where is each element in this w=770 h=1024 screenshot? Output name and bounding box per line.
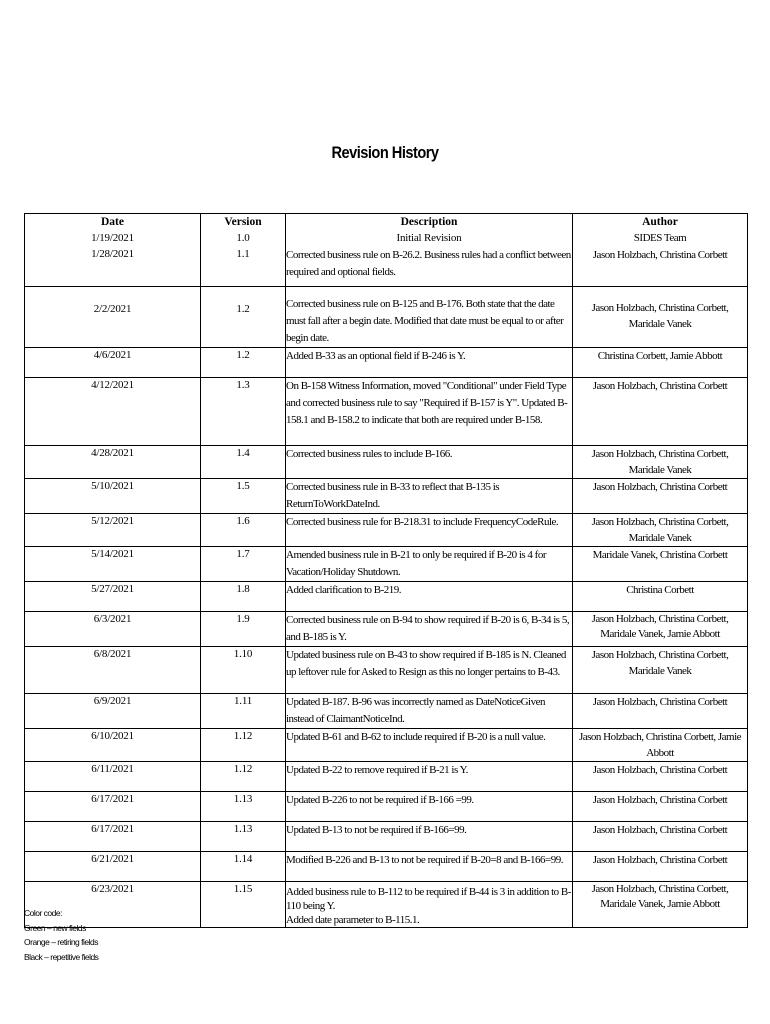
- table-row: [25, 546, 748, 581]
- cell-description: Corrected business rules to include B-166.: [286, 445, 573, 478]
- table-header-row: [25, 214, 748, 231]
- cell-date: 6/23/2021: [25, 881, 201, 927]
- cell-version: 1.9: [201, 611, 286, 646]
- header-version: Version: [201, 214, 286, 231]
- cell-version: 1.4: [201, 445, 286, 478]
- cell-version: 1.14: [201, 851, 286, 881]
- cell-date: 5/14/2021: [25, 546, 201, 581]
- table-row: [25, 821, 748, 851]
- table-row: [25, 445, 748, 478]
- cell-author: Jason Holzbach, Christina Corbett: [573, 478, 748, 513]
- cell-description: On B-158 Witness Information, moved "Conditional" under Field Type and corrected business rule to say "Required if B-157 is Y". Updated B-158.1 and B-158.2 to indicate that both are required under B-158.: [286, 377, 573, 445]
- cell-author: Jason Holzbach, Christina Corbett, Maridale Vanek: [573, 513, 748, 546]
- cell-version: 1.15: [201, 881, 286, 927]
- table-row: [25, 646, 748, 693]
- cell-date: 6/3/2021: [25, 611, 201, 646]
- table-row: [25, 611, 748, 646]
- cell-description: Corrected business rule on B-26.2. Business rules had a conflict between required and optional fields.: [286, 247, 573, 286]
- cell-version: 1.2: [201, 286, 286, 347]
- table-row: [25, 247, 748, 286]
- cell-date: 6/8/2021: [25, 646, 201, 693]
- cell-date: 6/11/2021: [25, 761, 201, 791]
- cell-date: 6/10/2021: [25, 728, 201, 761]
- header-description: Description: [286, 214, 573, 231]
- header-author: Author: [573, 214, 748, 231]
- description-line: Added business rule to B-112 to be required if B-44 is 3 in addition to B-110 being Y.: [286, 885, 571, 912]
- cell-description: Updated B-22 to remove required if B-21 is Y.: [286, 761, 573, 791]
- cell-version: 1.13: [201, 791, 286, 821]
- cell-author: Jason Holzbach, Christina Corbett: [573, 821, 748, 851]
- cell-version: 1.0: [201, 230, 286, 247]
- cell-author: Jason Holzbach, Christina Corbett, Maridale Vanek: [573, 445, 748, 478]
- cell-date: 4/28/2021: [25, 445, 201, 478]
- table-row: [25, 286, 748, 347]
- cell-author: Jason Holzbach, Christina Corbett, Maridale Vanek: [573, 286, 748, 347]
- cell-date: 5/10/2021: [25, 478, 201, 513]
- cell-author: Jason Holzbach, Christina Corbett: [573, 791, 748, 821]
- cell-version: 1.3: [201, 377, 286, 445]
- table-row: [25, 728, 748, 761]
- cell-version: 1.12: [201, 728, 286, 761]
- cell-description: Modified B-226 and B-13 to not be required if B-20=8 and B-166=99.: [286, 851, 573, 881]
- table-row: [25, 851, 748, 881]
- cell-author: Christina Corbett, Jamie Abbott: [573, 347, 748, 377]
- description-line: Added date parameter to B-115.1.: [286, 913, 420, 926]
- cell-version: 1.8: [201, 581, 286, 611]
- cell-date: 5/12/2021: [25, 513, 201, 546]
- color-code-legend: [24, 906, 98, 964]
- cell-date: 4/12/2021: [25, 377, 201, 445]
- cell-date: 4/6/2021: [25, 347, 201, 377]
- cell-date: 6/17/2021: [25, 821, 201, 851]
- cell-author: Jason Holzbach, Christina Corbett: [573, 247, 748, 286]
- cell-date: 6/9/2021: [25, 693, 201, 728]
- cell-description: Updated B-61 and B-62 to include required if B-20 is a null value.: [286, 728, 573, 761]
- table-row: [25, 478, 748, 513]
- cell-description: Added clarification to B-219.: [286, 581, 573, 611]
- cell-description: Updated B-13 to not be required if B-166=99.: [286, 821, 573, 851]
- cell-version: 1.11: [201, 693, 286, 728]
- table-row: [25, 513, 748, 546]
- table-row: [25, 761, 748, 791]
- cell-version: 1.5: [201, 478, 286, 513]
- cell-author: Jason Holzbach, Christina Corbett, Maridale Vanek: [573, 646, 748, 693]
- revision-history-table: [24, 213, 748, 928]
- table-row: [25, 791, 748, 821]
- cell-version: 1.13: [201, 821, 286, 851]
- cell-author: Jason Holzbach, Christina Corbett: [573, 377, 748, 445]
- cell-description: Corrected business rule for B-218.31 to include FrequencyCodeRule.: [286, 513, 573, 546]
- legend-item-black: Black – repetitive fields: [24, 951, 99, 962]
- cell-description: Added B-33 as an optional field if B-246 is Y.: [286, 347, 573, 377]
- cell-date: 1/19/2021: [25, 230, 201, 247]
- cell-description: [286, 881, 573, 927]
- cell-date: 6/17/2021: [25, 791, 201, 821]
- cell-author: Jason Holzbach, Christina Corbett: [573, 851, 748, 881]
- cell-version: 1.10: [201, 646, 286, 693]
- cell-author: Maridale Vanek, Christina Corbett: [573, 546, 748, 581]
- cell-version: 1.1: [201, 247, 286, 286]
- cell-description: Corrected business rule on B-94 to show required if B-20 is 6, B-34 is 5, and B-185 is Y.: [286, 611, 573, 646]
- cell-author: Jason Holzbach, Christina Corbett, Jamie Abbott: [573, 728, 748, 761]
- cell-date: 2/2/2021: [25, 286, 201, 347]
- cell-author: Jason Holzbach, Christina Corbett, Maridale Vanek, Jamie Abbott: [573, 881, 748, 927]
- cell-version: 1.2: [201, 347, 286, 377]
- header-date: Date: [25, 214, 201, 231]
- cell-description: Updated B-226 to not be required if B-166 =99.: [286, 791, 573, 821]
- legend-item-green: Green – new fields: [24, 922, 86, 933]
- cell-version: 1.6: [201, 513, 286, 546]
- cell-date: 1/28/2021: [25, 247, 201, 286]
- cell-description: Corrected business rule in B-33 to reflect that B-135 is ReturnToWorkDateInd.: [286, 478, 573, 513]
- cell-version: 1.7: [201, 546, 286, 581]
- cell-version: 1.12: [201, 761, 286, 791]
- cell-author: Jason Holzbach, Christina Corbett: [573, 761, 748, 791]
- table-row: [25, 230, 748, 247]
- cell-date: 6/21/2021: [25, 851, 201, 881]
- cell-description: Updated B-187. B-96 was incorrectly named as DateNoticeGiven instead of ClaimantNoticeInd.: [286, 693, 573, 728]
- table-row: [25, 693, 748, 728]
- cell-author: Jason Holzbach, Christina Corbett: [573, 693, 748, 728]
- cell-author: SIDES Team: [573, 230, 748, 247]
- cell-description: Corrected business rule on B-125 and B-176. Both state that the date must fall after a begin date. Modified that date must be equal to or after begin date.: [286, 286, 573, 347]
- page-title: Revision History: [331, 143, 439, 162]
- table-row: [25, 581, 748, 611]
- table-row: [25, 347, 748, 377]
- table-row: [25, 881, 748, 927]
- cell-date: 5/27/2021: [25, 581, 201, 611]
- cell-description: Amended business rule in B-21 to only be required if B-20 is 4 for Vacation/Holiday Shutdown.: [286, 546, 573, 581]
- table-row: [25, 377, 748, 445]
- legend-heading: Color code:: [24, 908, 62, 918]
- cell-author: Christina Corbett: [573, 581, 748, 611]
- legend-item-orange: Orange – retiring fields: [24, 937, 98, 947]
- cell-description: Updated business rule on B-43 to show required if B-185 is N. Cleaned up leftover rule for Asked to Resign as this no longer pertains to B-43.: [286, 646, 573, 693]
- cell-description: Initial Revision: [286, 230, 573, 247]
- cell-author: Jason Holzbach, Christina Corbett, Maridale Vanek, Jamie Abbott: [573, 611, 748, 646]
